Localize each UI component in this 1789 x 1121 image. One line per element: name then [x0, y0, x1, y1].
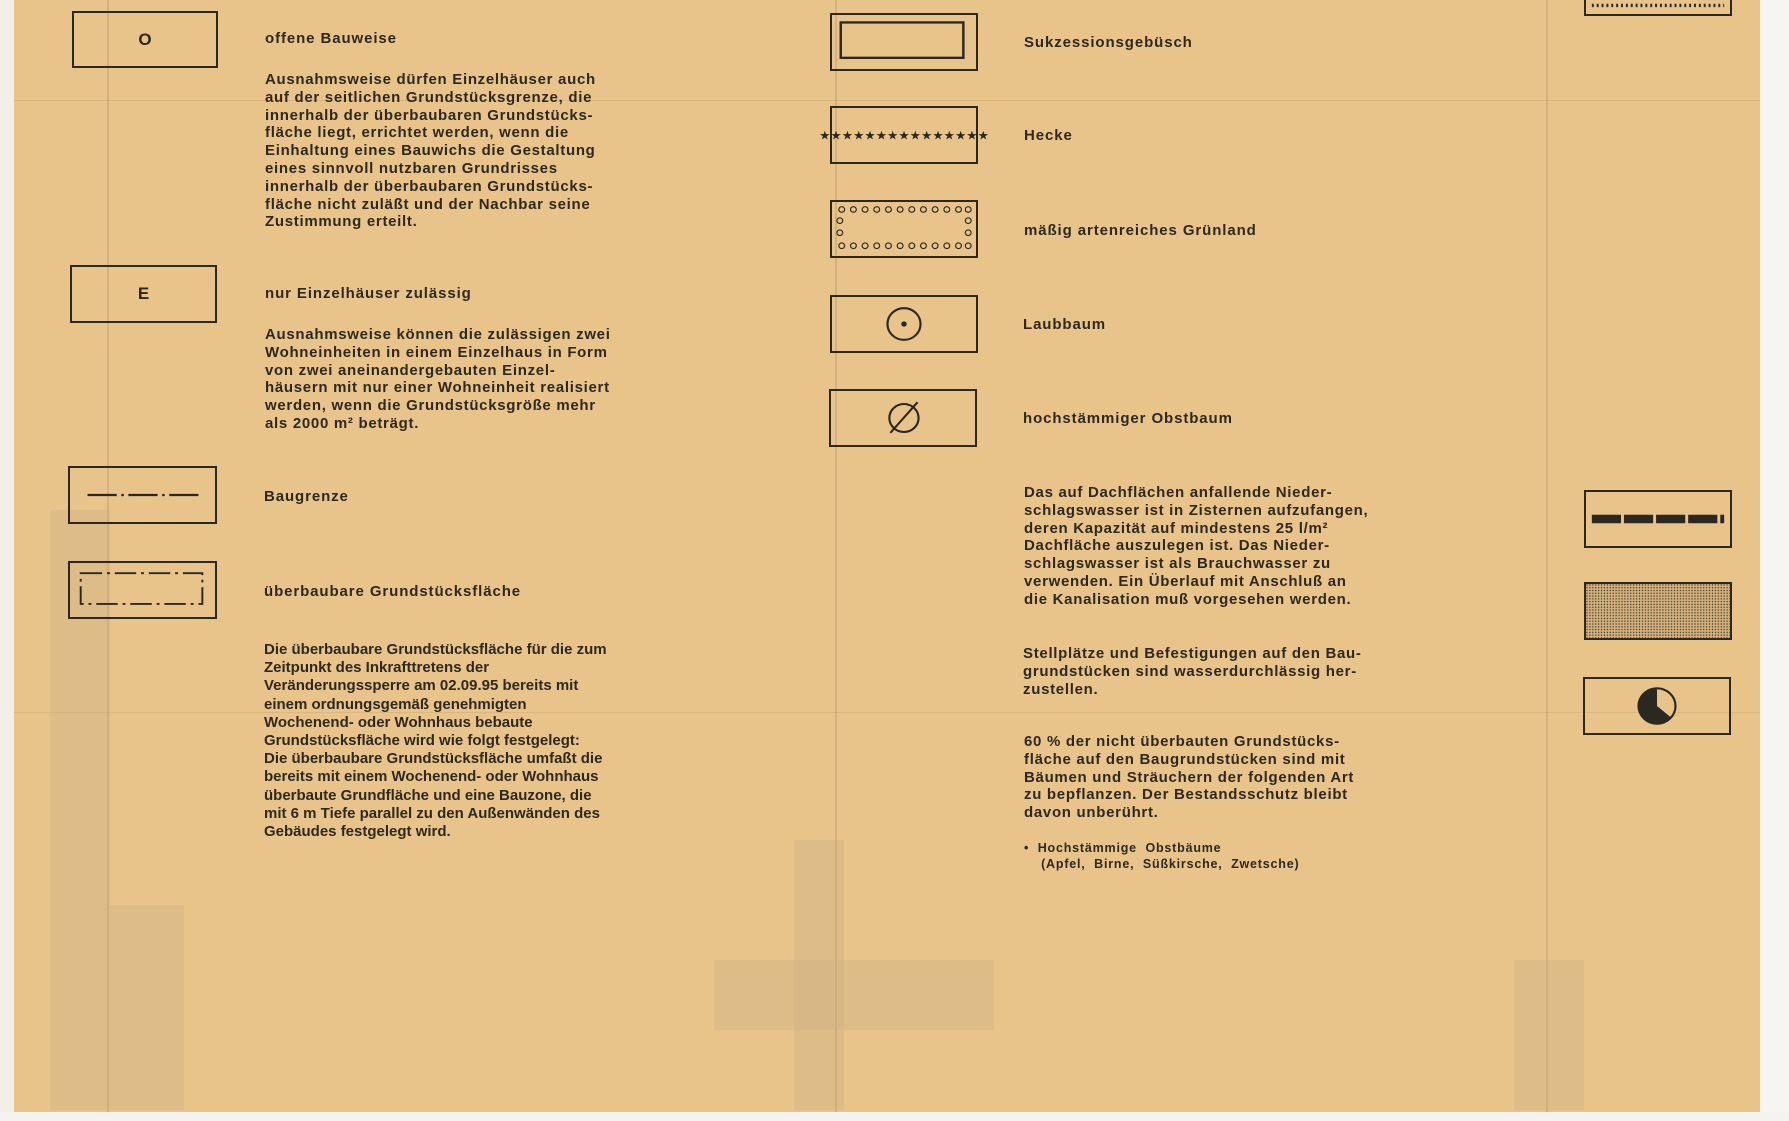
succession-shrub-symbol	[830, 13, 978, 71]
svg-text:★★★★★★★★★★★★★★★: ★★★★★★★★★★★★★★★	[819, 128, 989, 143]
open-construction-note: Ausnahmsweise dürfen Einzelhäuser auch auf der seitlichen Grundstücksgrenze, die innerhalb der überbaubaren Grundstücks- fläche liegt, errichtet werden, wenn die Einhaltung eines Bauwichs die Gestaltung eines sinnvoll nutzbaren Grundrisses innerhalb der überbaubaren Grundstücks- fläche nicht zuläßt und der Nachbar seine Zustimmung erteilt.	[265, 71, 596, 231]
fruit-tree-label: hochstämmiger Obstbaum	[1023, 410, 1233, 427]
partial-dotted-symbol	[1584, 0, 1732, 16]
building-limit-symbol	[68, 466, 217, 524]
grassland-label: mäßig artenreiches Grünland	[1024, 222, 1257, 239]
scan-left-margin	[0, 0, 14, 1121]
symbol-letter: E	[137, 284, 150, 303]
fruit-tree-symbol	[829, 389, 977, 447]
stippled-area-symbol	[1584, 582, 1732, 640]
single-houses-symbol	[70, 265, 217, 323]
fold-line	[1546, 0, 1548, 1112]
scan-right-margin	[1760, 0, 1789, 1121]
dashed-bar-symbol	[1584, 490, 1732, 548]
planting-note: 60 % der nicht überbauten Grundstücks- fläche auf den Baugrundstücken sind mit Bäumen und Sträuchern der folgenden Art zu bepflanzen. Der Bestandsschutz bleibt davon unberührt.	[1024, 733, 1355, 822]
buildable-area-label: überbaubare Grundstücksfläche	[264, 583, 521, 600]
hedge-label: Hecke	[1024, 127, 1073, 144]
rainwater-note: Das auf Dachflächen anfallende Nieder- schlagswasser ist in Zisternen aufzufangen, deren Kapazität auf mindestens 25 l/m² Dachfläche auszulegen ist. Das Nieder- schlagswasser ist als Brauchwasser zu verwenden. Ein Überlauf mit Anschluß an die Kanalisation muß vorgesehen werden.	[1024, 484, 1369, 608]
open-construction-symbol	[72, 11, 218, 68]
grassland-symbol	[830, 200, 978, 258]
tape-strip	[714, 960, 994, 1030]
buildable-area-symbol	[68, 561, 217, 619]
tape-strip	[1514, 960, 1584, 1110]
buildable-area-note: Die überbaubare Grundstücksfläche für die zum Zeitpunkt des Inkrafttretens der Veränderungssperre am 02.09.95 bereits mit einem ordnungsgemäß genehmigten Wochenend- oder Wohnhaus bebaute Grundstücksfläche wird wie folgt festgelegt: Die überbaubare Grundstücksfläche umfaßt die bereits mit einem Wochenend- oder Wohnhaus überbaute Grundfläche und eine Bauzone, die mit 6 m Tiefe parallel zu den Außenwänden des Gebäudes festgelegt wird.	[264, 641, 607, 841]
scan-bottom-margin	[0, 1112, 1789, 1121]
single-houses-note: Ausnahmsweise können die zulässigen zwei Wohneinheiten in einem Einzelhaus in Form von zwei aneinandergebauten Einzel- häusern mit nur einer Wohneinheit realisiert werden, wenn die Grundstücksgröße mehr als 2000 m² beträgt.	[265, 326, 611, 432]
single-houses-label: nur Einzelhäuser zulässig	[265, 285, 472, 302]
half-shaded-tree-symbol	[1583, 677, 1731, 735]
fruit-tree-species-bullet: • Hochstämmige Obstbäume (Apfel, Birne, Süßkirsche, Zwetsche)	[1024, 841, 1300, 871]
deciduous-tree-label: Laubbaum	[1023, 316, 1107, 333]
building-limit-label: Baugrenze	[264, 488, 349, 505]
open-construction-label: offene Bauweise	[265, 30, 397, 47]
hedge-symbol	[819, 106, 989, 164]
deciduous-tree-symbol	[830, 295, 978, 353]
succession-shrub-label: Sukzessionsgebüsch	[1024, 34, 1193, 51]
tape-strip	[110, 905, 184, 1110]
symbol-letter: O	[138, 29, 152, 49]
parking-note: Stellplätze und Befestigungen auf den Bau- grundstücken sind wasserdurchlässig her- zustellen.	[1023, 645, 1362, 698]
